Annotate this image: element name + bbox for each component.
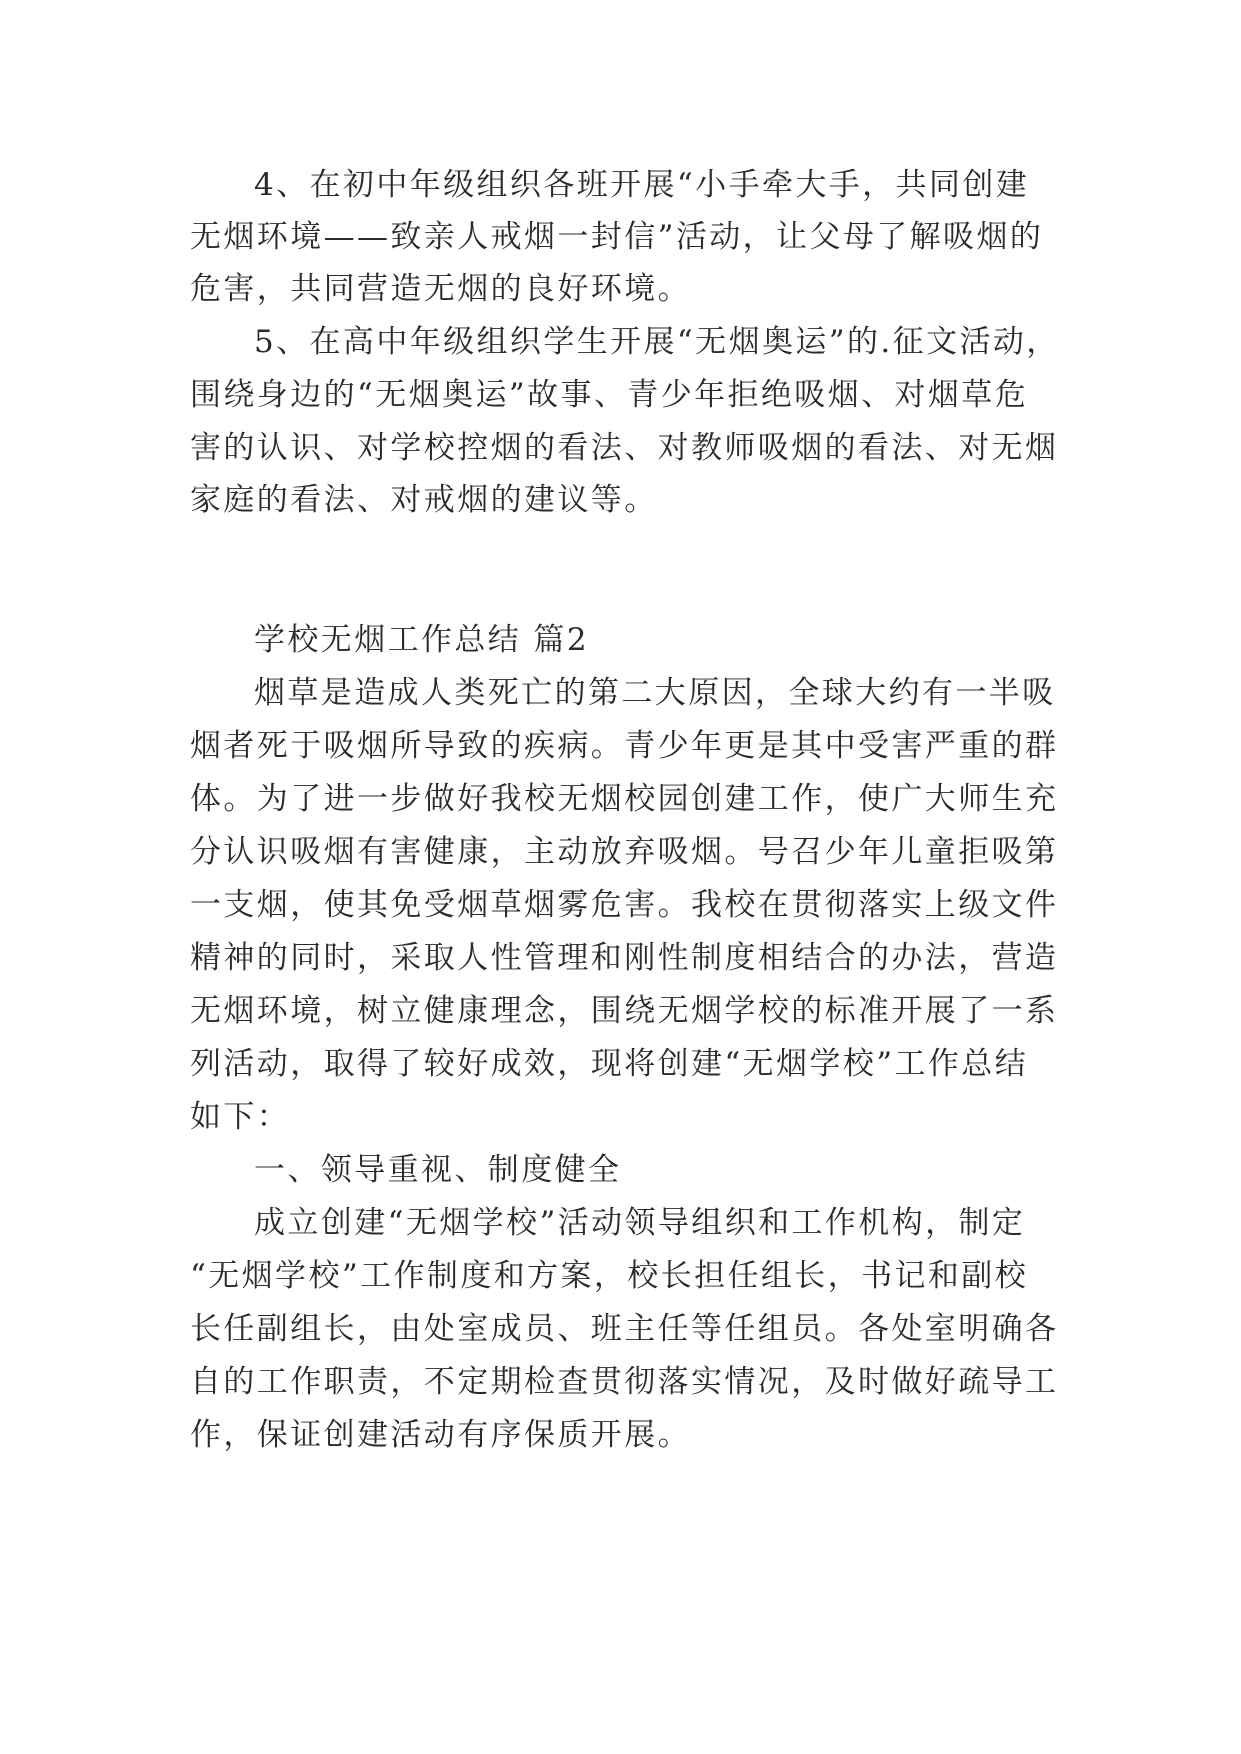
text-line: 分认识吸烟有害健康，主动放弃吸烟。号召少年儿童拒吸第 [190, 834, 1059, 870]
text-line: 长任副组长，由处室成员、班主任等任组员。各处室明确各 [190, 1311, 1059, 1347]
text-line: 无烟环境，树立健康理念，围绕无烟学校的标准开展了一系 [190, 993, 1059, 1029]
text-line: 如下： [190, 1099, 291, 1135]
text-line: 体。为了进一步做好我校无烟校园创建工作，使广大师生充 [190, 781, 1059, 817]
text-line: 危害，共同营造无烟的良好环境。 [190, 271, 691, 307]
section-heading: 学校无烟工作总结 篇2 [254, 622, 589, 658]
text-line: 一支烟，使其免受烟草烟雾危害。我校在贯彻落实上级文件 [190, 887, 1059, 923]
text-line: 成立创建“无烟学校”活动领导组织和工作机构，制定 [254, 1205, 1026, 1241]
text-line: 无烟环境——致亲人戒烟一封信”活动，让父母了解吸烟的 [190, 219, 1044, 255]
text-line: 精神的同时，采取人性管理和刚性制度相结合的办法，营造 [190, 940, 1059, 976]
text-line: 自的工作职责，不定期检查贯彻落实情况，及时做好疏导工 [190, 1364, 1059, 1400]
text-line: 作，保证创建活动有序保质开展。 [190, 1417, 691, 1453]
subsection-heading: 一、领导重视、制度健全 [254, 1152, 622, 1188]
text-line: “无烟学校”工作制度和方案，校长担任组长，书记和副校 [190, 1258, 1029, 1294]
text-line: 5、在高中年级组织学生开展“无烟奥运”的.征文活动， [254, 324, 1060, 360]
text-line: 4、在初中年级组织各班开展“小手牵大手，共同创建 [254, 167, 1030, 203]
text-line: 烟草是造成人类死亡的第二大原因，全球大约有一半吸 [254, 675, 1056, 711]
text-line: 家庭的看法、对戒烟的建议等。 [190, 482, 658, 518]
text-line: 围绕身边的“无烟奥运”故事、青少年拒绝吸烟、对烟草危 [190, 377, 1029, 413]
text-line: 害的认识、对学校控烟的看法、对教师吸烟的看法、对无烟 [190, 430, 1059, 466]
text-line: 烟者死于吸烟所导致的疾病。青少年更是其中受害严重的群 [190, 728, 1059, 764]
text-line: 列活动，取得了较好成效，现将创建“无烟学校”工作总结 [190, 1046, 1029, 1082]
